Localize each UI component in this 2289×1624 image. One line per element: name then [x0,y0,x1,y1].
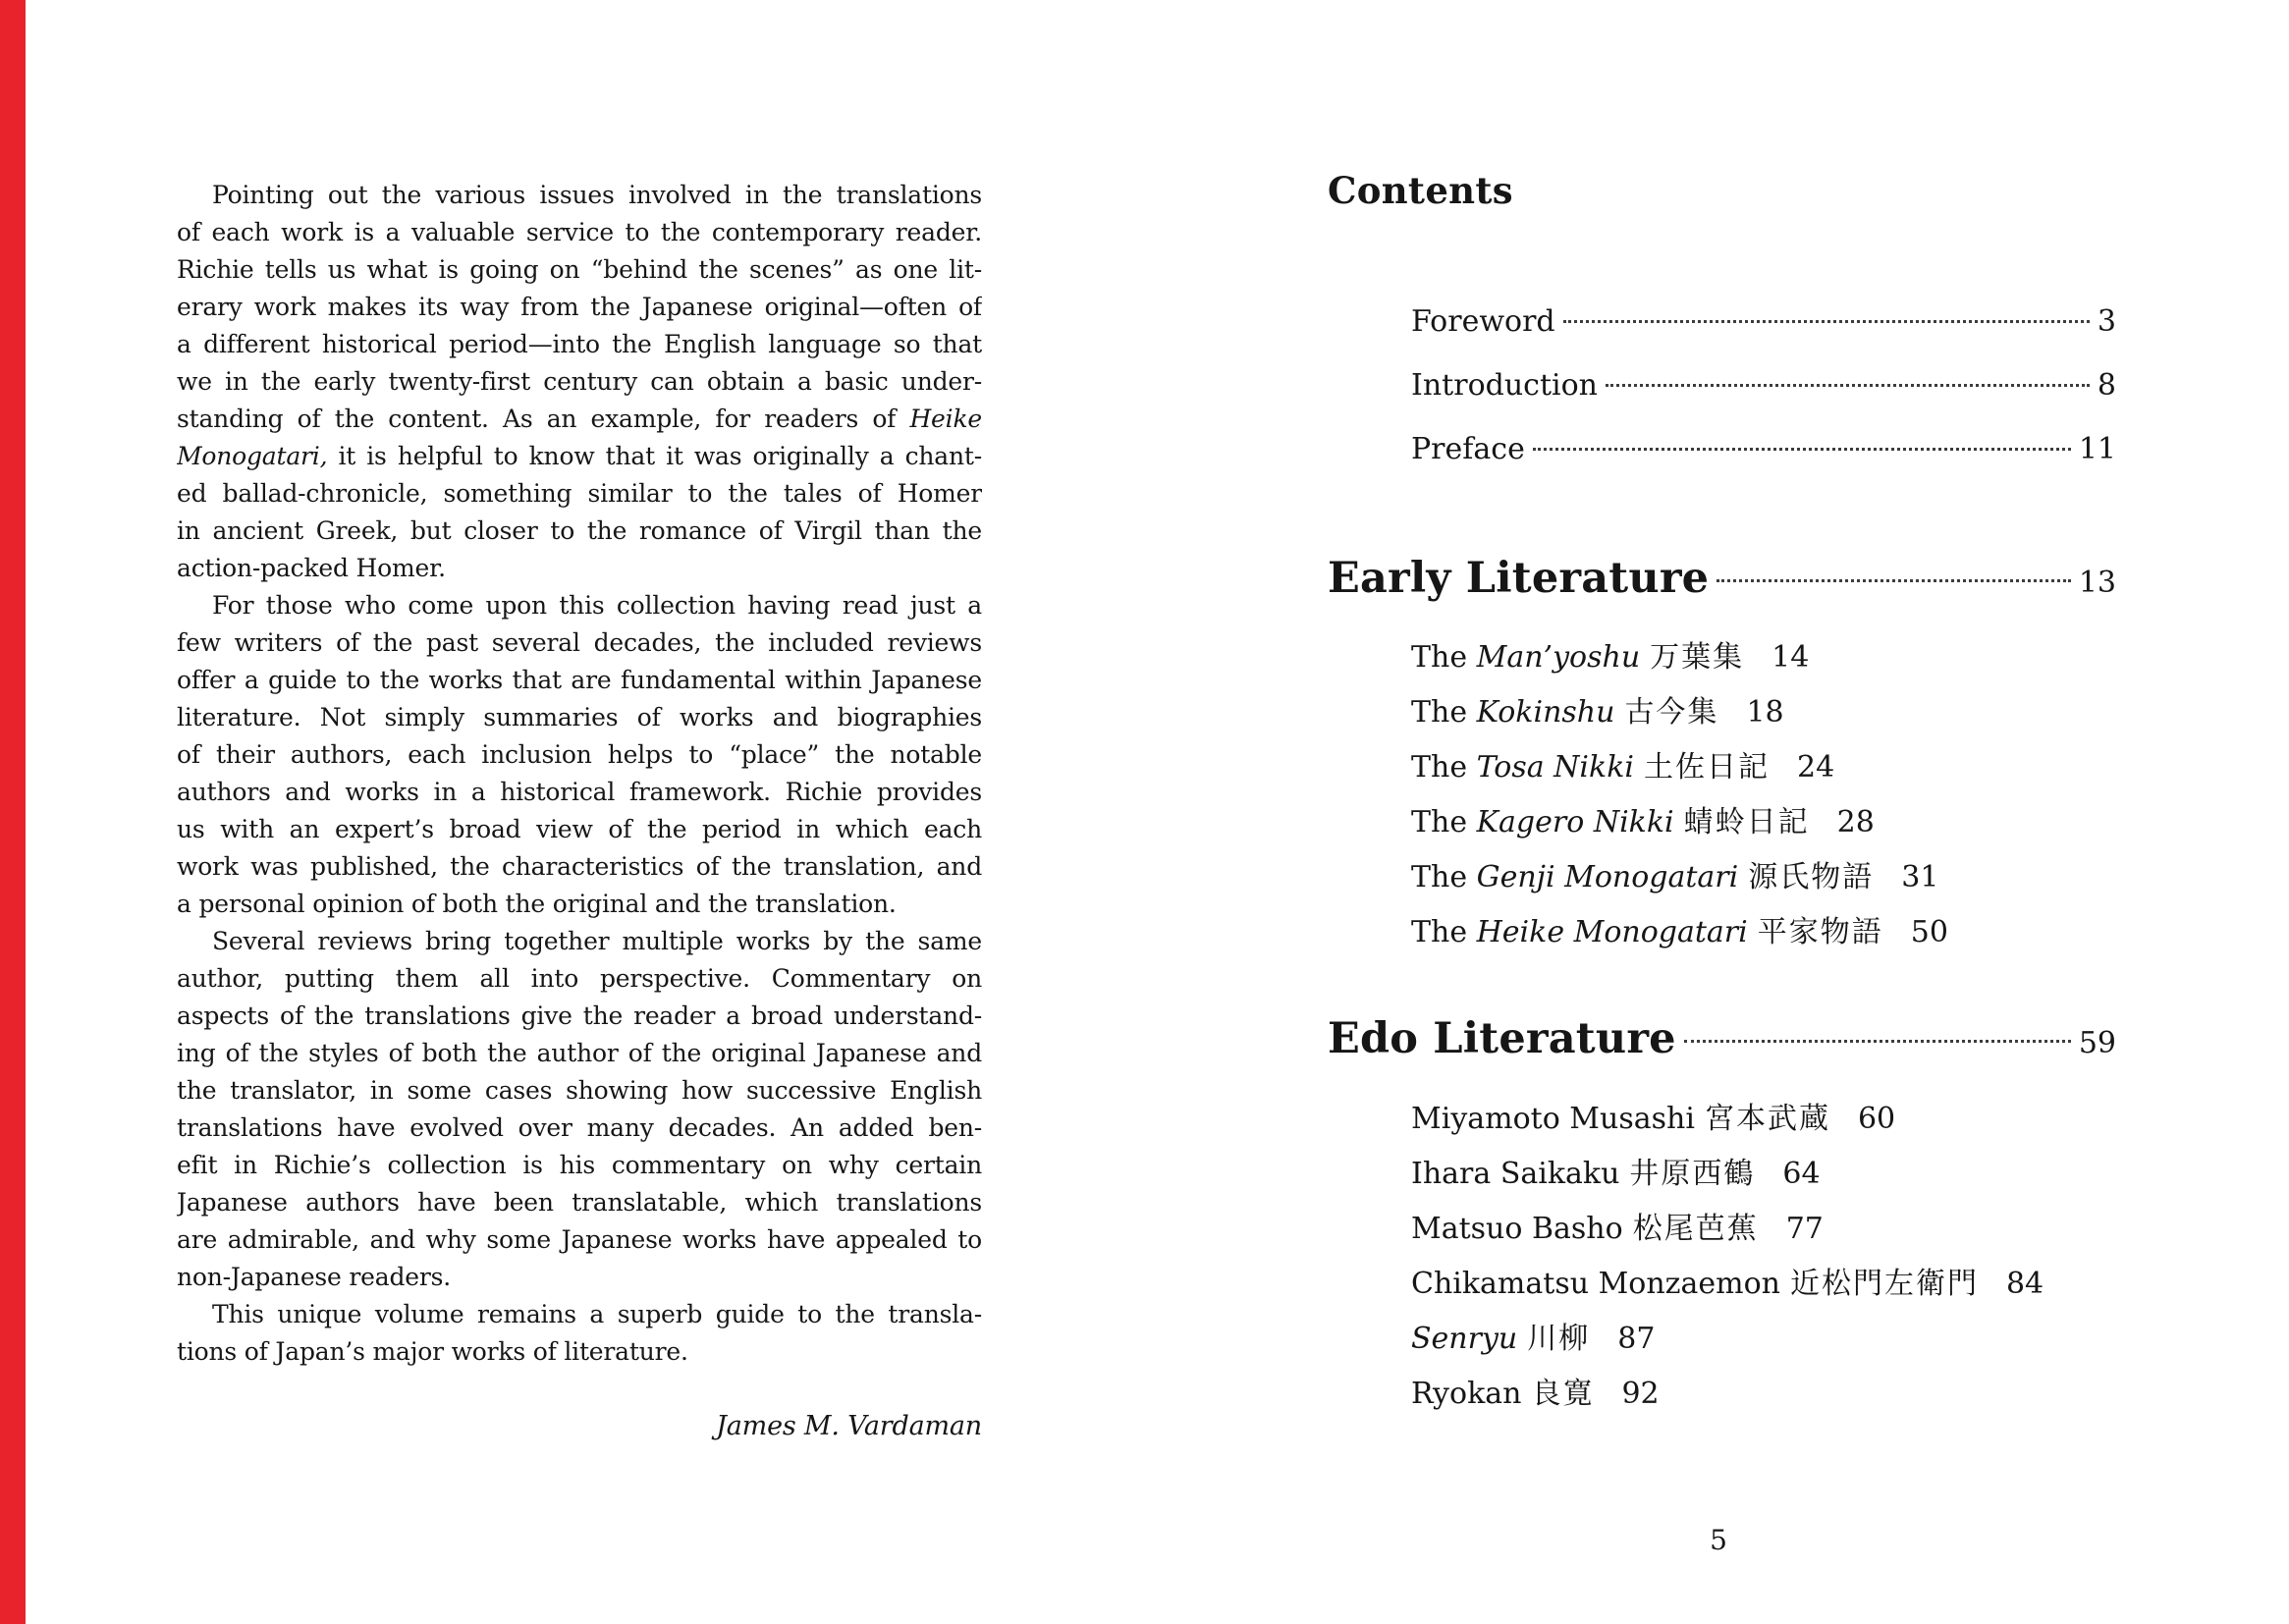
body-text-segment: efit in Richie’s collection is his commentary on why certain [177,1151,982,1179]
entry-italic-title: Heike Monogatari [1476,915,1748,949]
body-line [177,251,982,289]
body-line [177,923,982,960]
body-text-segment: non-Japanese readers. [177,1263,451,1291]
entry-kanji: 近松門左衛門 [1789,1267,1979,1301]
body-line [177,886,982,923]
toc-entry [1411,1092,2116,1147]
entry-page-number: 84 [2005,1267,2044,1301]
body-text-segment: work was published, the characteristics of the translation, and [177,852,982,881]
entry-italic-title: Man’yoshu [1476,640,1641,675]
toc-entry [1411,850,2116,905]
body-text-segment: ed ballad-chronicle, something similar to the tales of Homer [177,479,982,508]
body-line [177,1110,982,1147]
entry-kanji: 宮本武蔵 [1704,1102,1830,1136]
body-line [177,326,982,363]
toc-entry [1411,1202,2116,1257]
section-header-early-literature [1328,553,2116,604]
toc-front-matter-list [1411,302,2116,494]
body-text-segment: us with an expert’s broad view of the period in which each [177,815,982,843]
toc-entry [1411,1312,2116,1367]
entry-page-number: 87 [1617,1322,1656,1356]
entry-kanji: 松尾芭蕉 [1632,1212,1759,1246]
body-line [177,998,982,1035]
dot-leader [1533,448,2071,451]
body-text-segment: Japanese authors have been translatable, which translations [177,1188,982,1217]
entry-roman-text: The [1411,805,1477,839]
body-line [177,960,982,998]
body-text-segment: Several reviews bring together multiple works by the same [212,927,982,955]
toc-row-introduction [1411,366,2116,406]
toc-entry [1411,795,2116,850]
body-text-segment: of their authors, each inclusion helps to “place” the notable [177,740,982,769]
toc-entry [1411,685,2116,740]
body-line [177,1296,982,1333]
body-line [177,774,982,811]
body-line [177,1147,982,1184]
body-paragraph-2 [177,587,982,923]
body-line [177,401,982,438]
body-line [177,587,982,624]
dot-leader [1684,1040,2071,1043]
entry-roman-text: Matsuo Basho [1411,1212,1623,1246]
toc-entry [1411,740,2116,795]
entry-kanji: 良寛 [1531,1377,1595,1411]
body-line [177,513,982,550]
body-text-segment: standing of the content. As an example, for readers of [177,405,910,433]
body-line [177,848,982,886]
entry-page-number: 18 [1746,695,1784,730]
entry-italic-title: Genji Monogatari [1476,860,1739,894]
dot-leader [1606,384,2090,387]
body-text-segment: translations have evolved over many decades. An added ben- [177,1113,982,1142]
italic-title-text: Monogatari, [177,442,328,470]
toc-page-number: 11 [2078,432,2116,466]
body-text-segment: tions of Japan’s major works of literature. [177,1337,688,1366]
body-text-segment: ing of the styles of both the author of the original Japanese and [177,1039,982,1067]
toc-label: Introduction [1411,368,1598,403]
contents-title: Contents [1328,169,1513,212]
section-title: Edo Literature [1328,1014,1676,1063]
body-line [177,624,982,662]
section-title: Early Literature [1328,554,1710,603]
entry-italic-title: Senryu [1411,1322,1518,1356]
body-line [177,177,982,214]
body-line [177,1221,982,1259]
toc-label: Preface [1411,432,1525,466]
body-text-segment: of each work is a valuable service to the contemporary reader. [177,218,982,246]
body-text-segment: the translator, in some cases showing how successive English [177,1076,982,1105]
body-line [177,289,982,326]
page-number-folio: 5 [1710,1524,1727,1556]
entry-page-number: 31 [1901,860,1939,894]
entry-roman-text: The [1411,915,1477,949]
entry-kanji: 万葉集 [1650,640,1745,675]
entry-page-number: 14 [1771,640,1810,675]
entry-italic-title: Tosa Nikki [1476,750,1634,785]
toc-entry [1411,630,2116,685]
entry-kanji: 平家物語 [1757,915,1883,949]
body-line [177,811,982,848]
body-text-segment: aspects of the translations give the reader a broad understand- [177,1001,982,1030]
entry-roman-text: The [1411,860,1477,894]
body-text-segment: action-packed Homer. [177,554,446,582]
toc-row-preface [1411,430,2116,469]
dot-leader [1563,320,2090,323]
signature: James M. Vardaman [716,1411,982,1441]
entry-kanji: 井原西鶴 [1629,1157,1756,1191]
body-line [177,475,982,513]
entry-page-number: 77 [1785,1212,1824,1246]
entry-roman-text: Ihara Saikaku [1411,1157,1620,1191]
entry-page-number: 60 [1857,1102,1896,1136]
entry-kanji: 古今集 [1624,695,1719,730]
body-text-segment: we in the early twenty-first century can obtain a basic under- [177,367,982,396]
entry-page-number: 64 [1782,1157,1821,1191]
body-text-segment: a different historical period—into the English language so that [177,330,982,358]
body-paragraph-3 [177,923,982,1296]
entry-italic-title: Kokinshu [1476,695,1615,730]
body-text-segment: author, putting them all into perspective. Commentary on [177,964,982,993]
entry-kanji: 川柳 [1527,1322,1591,1356]
toc-entries-edo-literature [1411,1092,2116,1422]
entry-kanji: 蜻蛉日記 [1683,805,1810,839]
entry-roman-text: Ryokan [1411,1377,1522,1411]
body-line [177,214,982,251]
entry-page-number: 28 [1836,805,1875,839]
body-line [177,1184,982,1221]
body-text-segment: are admirable, and why some Japanese works have appealed to [177,1225,982,1254]
entry-roman-text: Miyamoto Musashi [1411,1102,1695,1136]
toc-page-number: 8 [2097,368,2116,403]
entry-roman-text: The [1411,695,1477,730]
entry-page-number: 92 [1621,1377,1660,1411]
body-text-segment: it is helpful to know that it was originally a chant- [327,442,982,470]
body-line [177,662,982,699]
dot-leader [1717,579,2071,582]
body-text-segment: in ancient Greek, but closer to the romance of Virgil than the [177,516,982,545]
entry-roman-text: The [1411,640,1477,675]
body-text-segment: a personal opinion of both the original and the translation. [177,890,897,918]
entry-roman-text: Chikamatsu Monzaemon [1411,1267,1780,1301]
body-text-segment: erary work makes its way from the Japanese original—often of [177,293,982,321]
toc-entry [1411,1257,2116,1312]
body-text-segment: This unique volume remains a superb guide to the transla- [212,1300,982,1328]
entry-kanji: 源氏物語 [1748,860,1875,894]
body-paragraph-1 [177,177,982,587]
entry-italic-title: Kagero Nikki [1476,805,1674,839]
toc-entry [1411,1147,2116,1202]
body-line [177,363,982,401]
body-line [177,1333,982,1371]
body-text-segment: literature. Not simply summaries of works and biographies [177,703,982,731]
body-text-segment: Pointing out the various issues involved in the translations [212,181,982,209]
toc-entry [1411,905,2116,960]
body-text-segment: offer a guide to the works that are fundamental within Japanese [177,666,982,694]
body-text-segment: For those who come upon this collection having read just a [212,591,982,620]
toc-entry [1411,1367,2116,1422]
toc-label: Foreword [1411,304,1555,339]
section-header-edo-literature [1328,1013,2116,1064]
body-line [177,1035,982,1072]
foreword-text-block [177,177,982,1445]
entry-kanji: 土佐日記 [1643,750,1770,785]
entry-roman-text: The [1411,750,1477,785]
body-line [177,699,982,736]
toc-page-number: 3 [2097,304,2116,339]
body-text-segment: few writers of the past several decades, the included reviews [177,628,982,657]
body-line [177,1259,982,1296]
section-page-number: 59 [2078,1026,2116,1060]
toc-entries-early-literature [1411,630,2116,960]
section-page-number: 13 [2078,566,2116,600]
body-line [177,1072,982,1110]
entry-page-number: 50 [1910,915,1948,949]
body-line [177,438,982,475]
body-paragraph-4 [177,1296,982,1371]
body-line [177,550,982,587]
italic-title-text: Heike [909,405,982,433]
body-line [177,736,982,774]
body-text-segment: Richie tells us what is going on “behind the scenes” as one lit- [177,255,982,284]
red-cover-edge-stripe [0,0,26,1624]
entry-page-number: 24 [1796,750,1835,785]
body-text-segment: authors and works in a historical framework. Richie provides [177,778,982,806]
toc-row-foreword [1411,302,2116,342]
